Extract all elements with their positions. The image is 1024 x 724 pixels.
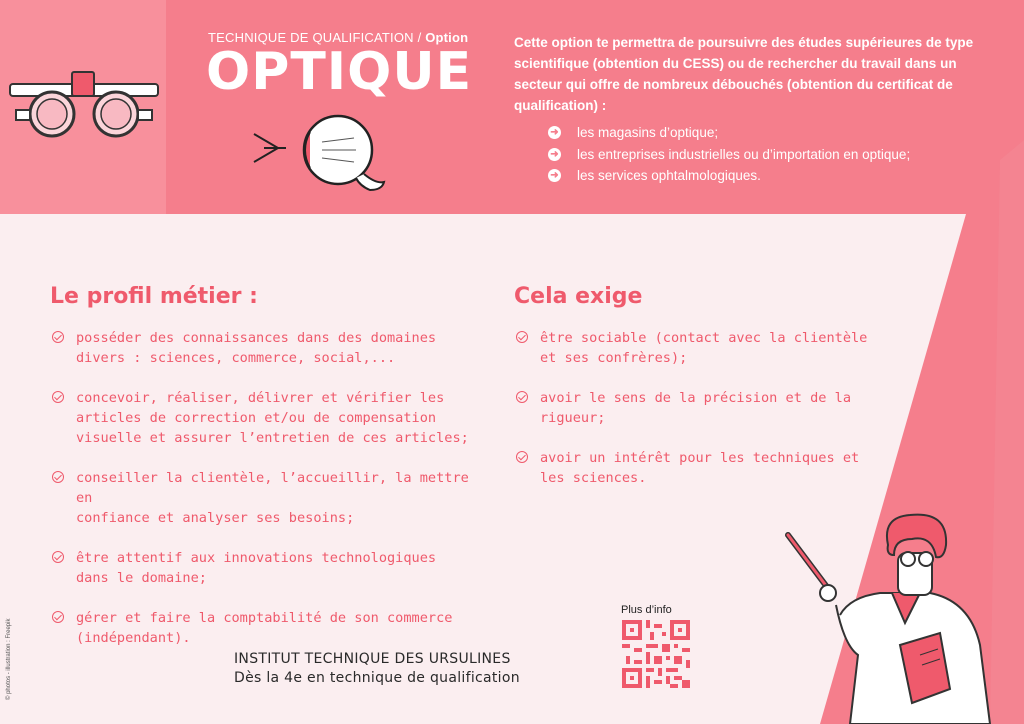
arrow-right-icon: ➜ [548,169,561,182]
institute-name: INSTITUT TECHNIQUE DES URSULINES [234,651,511,667]
list-item: concevoir, réaliser, délivrer et vérifier les articles de correction et/ou de compensation visuelle et assurer l’entretien de ces articles; [52,388,472,448]
profile-heading: Le profil métier : [50,284,258,309]
list-item: gérer et faire la comptabilité de son commerce (indépendant). [52,608,472,648]
requirements-list [516,328,916,508]
teacher-illustration [780,505,1010,724]
eye-anatomy-icon [252,112,392,194]
arrow-right-icon: ➜ [548,148,561,161]
list-item: ➜ les magasins d’optique; [548,122,910,144]
outlets-list [548,122,910,187]
list-item: ➜ les entreprises industrielles ou d’importation en optique; [548,144,910,166]
more-info-label: Plus d’info [621,604,672,616]
list-item: posséder des connaissances dans des domaines divers : sciences, commerce, social,... [52,328,472,368]
subtitle: TECHNIQUE DE QUALIFICATION / Option [208,30,469,45]
list-item: avoir un intérêt pour les techniques et les sciences. [516,448,916,488]
profile-list [52,328,472,668]
list-item: conseiller la clientèle, l’accueillir, la mettre en confiance et analyser ses besoins; [52,468,472,528]
arrow-right-icon: ➜ [548,126,561,139]
photo-credit: © photos - illustration : Freepik [6,618,12,700]
institute-block [234,650,520,688]
list-item: avoir le sens de la précision et de la rigueur; [516,388,916,428]
intro-text: Cette option te permettra de poursuivre des études supérieures de type scientifique (obtention du CESS) ou de rechercher du travail dans un secteur qui offre de nombreux débouchés (obtention du certificat de qualification) : [514,35,974,113]
requirements-heading: Cela exige [514,284,643,309]
qr-code[interactable] [622,620,690,688]
check-circle-icon [516,451,528,463]
check-circle-icon [52,471,64,483]
page-title: OPTIQUE [206,42,473,102]
institute-tagline: Dès la 4e en technique de qualification [234,670,520,686]
trial-frame-glasses-icon [8,70,160,140]
check-circle-icon [52,391,64,403]
check-circle-icon [52,611,64,623]
list-item: ➜ les services ophtalmologiques. [548,165,910,187]
check-circle-icon [52,331,64,343]
check-circle-icon [52,551,64,563]
check-circle-icon [516,331,528,343]
list-item: être sociable (contact avec la clientèle et ses confrères); [516,328,916,368]
list-item: être attentif aux innovations technologiques dans le domaine; [52,548,472,588]
check-circle-icon [516,391,528,403]
